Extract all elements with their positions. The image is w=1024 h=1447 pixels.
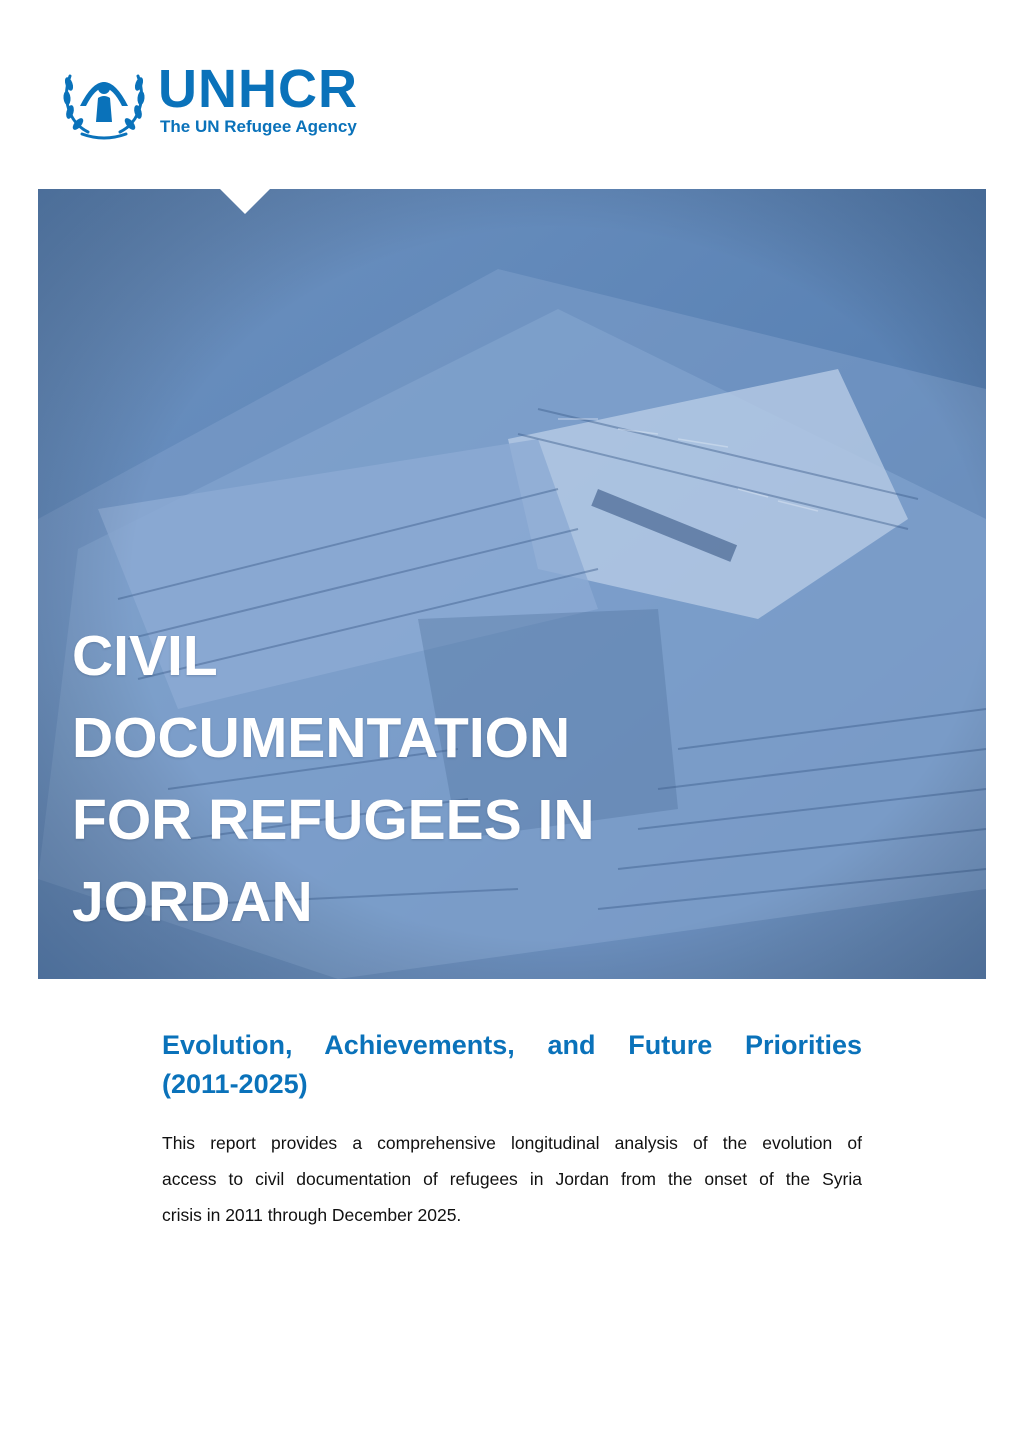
cover-hero xyxy=(38,189,986,979)
cover-title-line: FOR REFUGEES IN xyxy=(72,788,595,852)
unhcr-logo xyxy=(58,58,388,140)
intro-line: crisis in 2011 through December 2025. xyxy=(162,1205,462,1225)
cover-title-line: DOCUMENTATION xyxy=(72,706,571,770)
intro-line: access to civil documentation of refugees in Jordan from the onset of the Syria xyxy=(162,1169,862,1189)
cover-notch xyxy=(219,189,271,214)
unhcr-tagline: The UN Refugee Agency xyxy=(160,117,357,136)
cover-title-line: JORDAN xyxy=(72,870,313,934)
cover-title-line: CIVIL xyxy=(72,624,218,688)
cover-title xyxy=(72,615,712,943)
intro-paragraph xyxy=(162,1125,862,1233)
subtitle-line: Evolution, Achievements, and Future Priorities xyxy=(162,1030,862,1060)
intro-line: This report provides a comprehensive longitudinal analysis of the evolution of xyxy=(162,1133,862,1153)
unhcr-wordmark: UNHCR xyxy=(158,59,358,119)
subtitle-line: (2011-2025) xyxy=(162,1069,308,1099)
report-subtitle xyxy=(162,1026,862,1104)
unhcr-emblem-icon xyxy=(58,60,150,140)
